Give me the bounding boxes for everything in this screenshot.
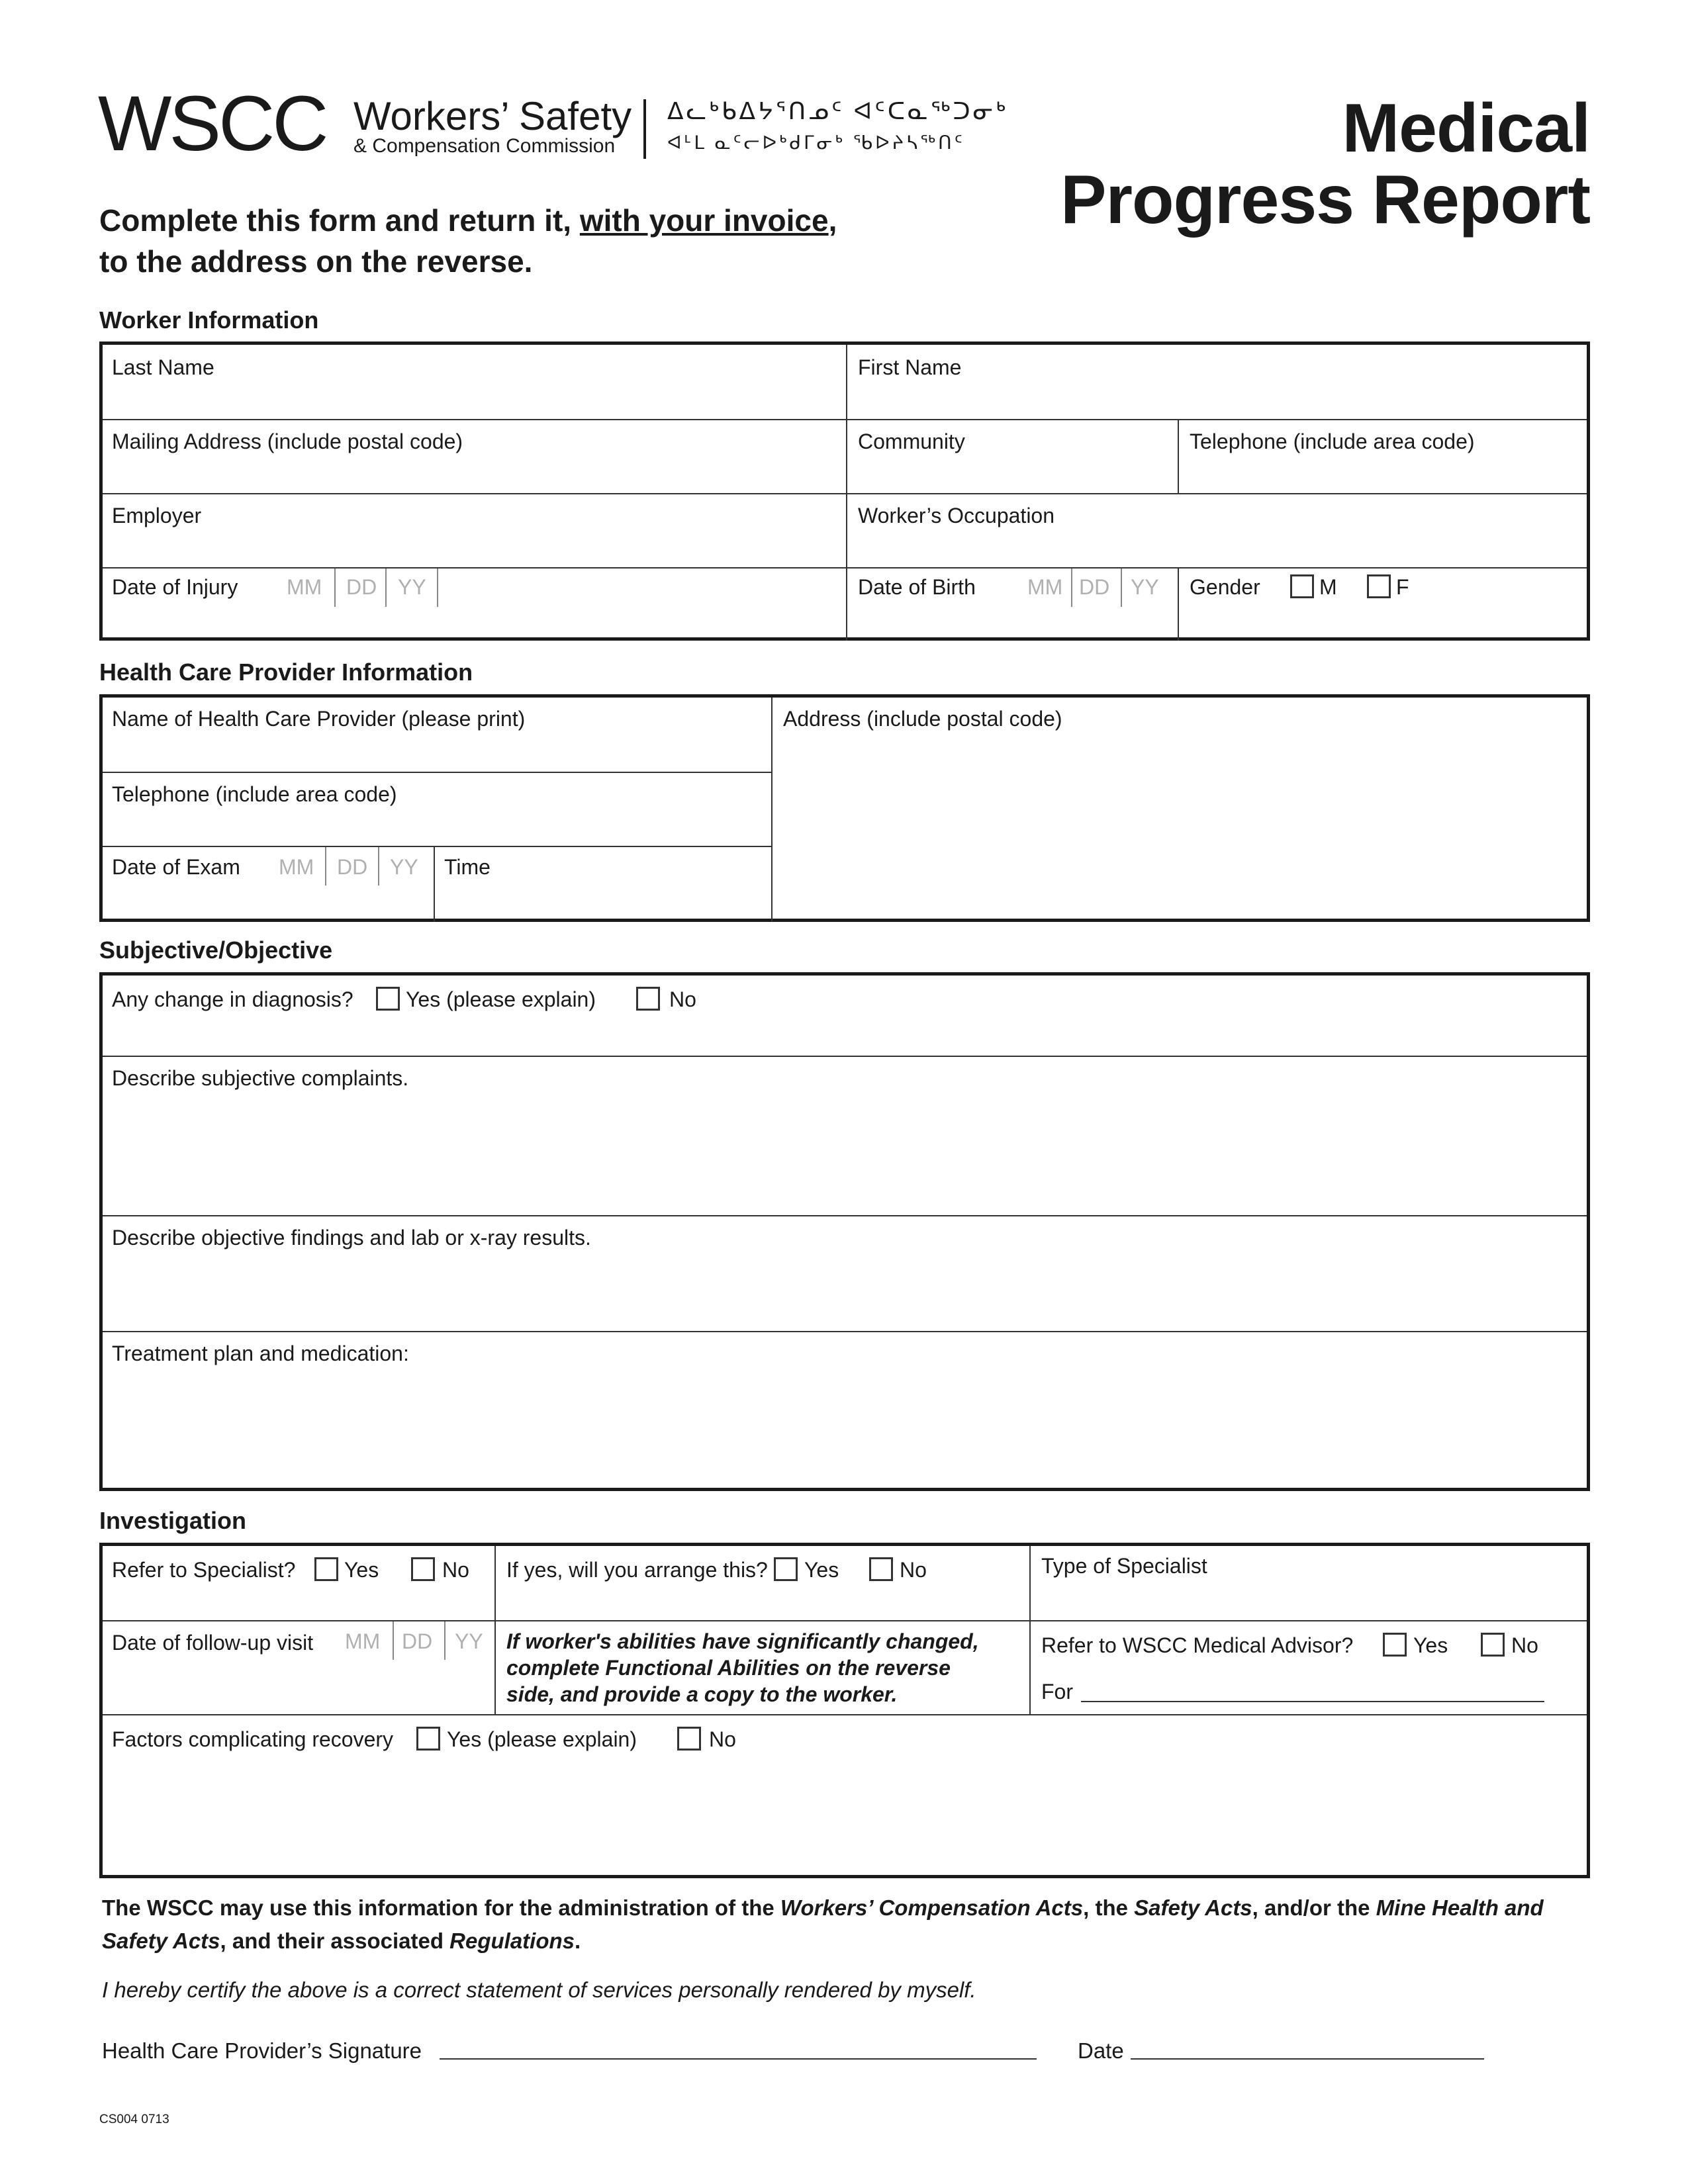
worker-section-heading: Worker Information xyxy=(99,306,319,334)
provider-name-field[interactable] xyxy=(103,698,771,772)
abilities-note xyxy=(506,1628,979,1707)
arrange-yes-checkbox[interactable] xyxy=(774,1557,798,1581)
subjective-box xyxy=(99,972,1590,1491)
birth-date-mm: MM xyxy=(1027,575,1063,599)
advisor-yes-label: Yes xyxy=(1413,1633,1448,1657)
birth-date-label: Date of Birth xyxy=(858,575,976,599)
provider-info-box xyxy=(99,694,1590,922)
followup-date-yy: YY xyxy=(455,1629,483,1653)
exam-date-mm: MM xyxy=(279,855,314,879)
logo-syllabics-line2: ᐊᒻᒪ ᓇᑦᓕᐅᒃᑯᒥᓂᒃ ᖃᐅᔨᓴᖅᑎᑦ xyxy=(667,132,965,153)
specialist-yes-checkbox[interactable] xyxy=(314,1557,338,1581)
specialist-no-checkbox[interactable] xyxy=(411,1557,435,1581)
certification-statement: I hereby certify the above is a correct statement of services personally rendered by myself. xyxy=(102,1978,976,2002)
gender-m-label: M xyxy=(1319,575,1337,599)
diagnosis-change-row xyxy=(103,976,1587,1056)
advisor-yes-checkbox[interactable] xyxy=(1383,1633,1407,1657)
injury-date-yy: YY xyxy=(398,575,426,599)
mailing-address-field[interactable] xyxy=(103,420,846,493)
gender-m-checkbox[interactable] xyxy=(1290,574,1314,598)
occupation-field[interactable] xyxy=(847,494,1587,567)
provider-telephone-field[interactable] xyxy=(103,773,771,846)
logo-name-line2: & Compensation Commission xyxy=(353,135,616,157)
advisor-no-label: No xyxy=(1511,1633,1538,1657)
worker-info-box xyxy=(99,341,1590,641)
diagnosis-no-checkbox[interactable] xyxy=(636,987,660,1011)
diagnosis-yes-label: Yes (please explain) xyxy=(406,987,596,1011)
subjective-complaints-field[interactable] xyxy=(103,1057,1587,1215)
provider-name-label: Name of Health Care Provider (please print) xyxy=(112,707,526,731)
arrange-yes-label: Yes xyxy=(804,1558,839,1582)
treatment-plan-label: Treatment plan and medication: xyxy=(112,1342,409,1365)
subjective-section-heading: Subjective/Objective xyxy=(99,936,333,964)
first-name-label: First Name xyxy=(858,355,962,379)
exam-date-label: Date of Exam xyxy=(112,855,240,879)
factors-no-checkbox[interactable] xyxy=(677,1727,701,1751)
provider-telephone-label: Telephone (include area code) xyxy=(112,782,397,806)
instruction-post: , xyxy=(828,203,837,238)
specialist-no-label: No xyxy=(442,1558,469,1582)
employer-label: Employer xyxy=(112,504,202,527)
worker-telephone-field[interactable] xyxy=(1179,420,1587,493)
refer-specialist-cell xyxy=(103,1546,494,1620)
diagnosis-change-label: Any change in diagnosis? xyxy=(112,987,353,1011)
last-name-field[interactable] xyxy=(103,345,846,419)
instruction-underlined: with your invoice xyxy=(579,203,829,238)
provider-address-label: Address (include postal code) xyxy=(783,707,1062,731)
investigation-section-heading: Investigation xyxy=(99,1507,247,1534)
exam-date-field[interactable] xyxy=(103,847,434,922)
abilities-note-line2: complete Functional Abilities on the reverse xyxy=(506,1656,951,1680)
arrange-no-checkbox[interactable] xyxy=(869,1557,893,1581)
signature-date-line[interactable] xyxy=(1131,2058,1484,2060)
specialist-yes-label: Yes xyxy=(344,1558,379,1582)
wscc-logo-abbr: WSCC xyxy=(98,80,326,167)
logo-name-line1: Workers’ Safety xyxy=(353,94,632,138)
refer-advisor-label: Refer to WSCC Medical Advisor? xyxy=(1041,1633,1354,1657)
birth-date-dd: DD xyxy=(1079,575,1110,599)
arrange-specialist-cell xyxy=(496,1546,1029,1620)
injury-date-field[interactable] xyxy=(103,569,846,641)
refer-specialist-label: Refer to Specialist? xyxy=(112,1558,296,1582)
exam-time-label: Time xyxy=(444,855,491,879)
instruction-pre: Complete this form and return it, xyxy=(99,203,580,238)
form-code: CS004 0713 xyxy=(99,2113,169,2126)
arrange-no-label: No xyxy=(900,1558,927,1582)
gender-label: Gender xyxy=(1190,575,1260,599)
occupation-label: Worker’s Occupation xyxy=(858,504,1055,527)
exam-date-yy: YY xyxy=(390,855,418,879)
followup-date-field[interactable] xyxy=(103,1621,494,1714)
mailing-address-label: Mailing Address (include postal code) xyxy=(112,430,463,453)
community-field[interactable] xyxy=(847,420,1178,493)
diagnosis-no-label: No xyxy=(669,987,696,1011)
community-label: Community xyxy=(858,430,965,453)
page-title xyxy=(1060,90,1590,238)
title-line2: Progress Report xyxy=(1060,161,1590,238)
specialist-type-field[interactable] xyxy=(1031,1546,1587,1620)
abilities-note-cell xyxy=(496,1621,1029,1714)
abilities-note-line1: If worker's abilities have significantly changed, xyxy=(506,1629,979,1653)
instruction-line2: to the address on the reverse. xyxy=(99,244,533,279)
investigation-box xyxy=(99,1543,1590,1878)
logo-divider xyxy=(643,99,646,159)
arrange-label: If yes, will you arrange this? xyxy=(506,1558,768,1582)
factors-yes-label: Yes (please explain) xyxy=(447,1727,637,1751)
refer-advisor-cell xyxy=(1031,1621,1587,1714)
logo-syllabics-line1: ᐃᓚᒃᑲᐃᔭᕐᑎᓄᑦ ᐊᑦᑕᓇᖅᑐᓂᒃ xyxy=(667,97,1008,124)
complicating-factors-field xyxy=(103,1715,1587,1878)
diagnosis-yes-checkbox[interactable] xyxy=(376,987,400,1011)
signature-date-label: Date xyxy=(1078,2038,1124,2063)
title-line1: Medical xyxy=(1342,90,1590,167)
treatment-plan-field[interactable] xyxy=(103,1332,1587,1491)
birth-date-yy: YY xyxy=(1131,575,1159,599)
factors-yes-checkbox[interactable] xyxy=(416,1727,440,1751)
objective-findings-field[interactable] xyxy=(103,1216,1587,1331)
provider-section-heading: Health Care Provider Information xyxy=(99,659,473,686)
gender-f-checkbox[interactable] xyxy=(1367,574,1391,598)
followup-date-label: Date of follow-up visit xyxy=(112,1631,314,1655)
objective-findings-label: Describe objective findings and lab or x-ray results. xyxy=(112,1226,591,1250)
injury-date-label: Date of Injury xyxy=(112,575,238,599)
exam-time-field[interactable] xyxy=(435,847,771,922)
advisor-for-label: For xyxy=(1041,1680,1073,1704)
advisor-no-checkbox[interactable] xyxy=(1481,1633,1505,1657)
factors-no-label: No xyxy=(709,1727,736,1751)
provider-address-field[interactable] xyxy=(773,698,1587,922)
last-name-label: Last Name xyxy=(112,355,214,379)
first-name-field[interactable] xyxy=(847,345,1587,419)
form-instruction xyxy=(99,200,927,282)
signature-label: Health Care Provider’s Signature xyxy=(102,2038,422,2063)
gender-f-label: F xyxy=(1396,575,1409,599)
privacy-statement: The WSCC may use this information for the administration of the Workers’ Compensation Acts, the Safety Acts, and/or the Mine Health and Safety Acts, and their associated Regulations. xyxy=(102,1895,1544,1953)
followup-date-dd: DD xyxy=(402,1629,433,1653)
birth-date-field[interactable] xyxy=(847,569,1178,641)
worker-telephone-label: Telephone (include area code) xyxy=(1190,430,1475,453)
specialist-type-label: Type of Specialist xyxy=(1041,1554,1207,1578)
followup-date-mm: MM xyxy=(345,1629,381,1653)
employer-field[interactable] xyxy=(103,494,846,567)
advisor-for-line[interactable] xyxy=(1081,1701,1544,1702)
exam-date-dd: DD xyxy=(337,855,368,879)
signature-line[interactable] xyxy=(440,2058,1037,2060)
abilities-note-line3: side, and provide a copy to the worker. xyxy=(506,1682,898,1706)
gender-field xyxy=(1179,569,1587,641)
injury-date-dd: DD xyxy=(346,575,377,599)
injury-date-mm: MM xyxy=(287,575,322,599)
complicating-factors-label: Factors complicating recovery xyxy=(112,1727,394,1751)
subjective-complaints-label: Describe subjective complaints. xyxy=(112,1066,409,1090)
